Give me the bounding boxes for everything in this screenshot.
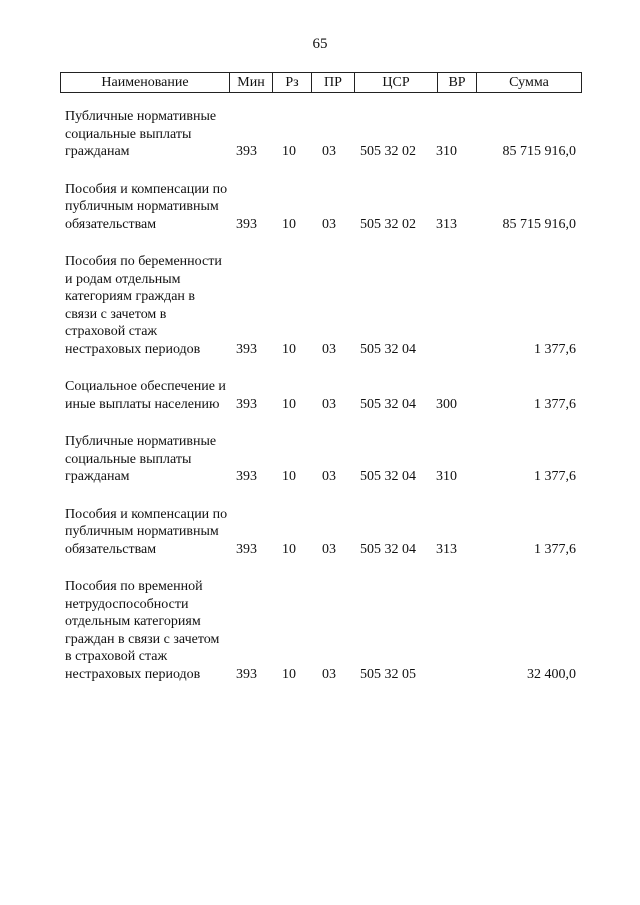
row-rz: 10 bbox=[282, 341, 296, 357]
row-rz: 10 bbox=[282, 541, 296, 557]
row-min: 393 bbox=[236, 469, 257, 484]
header-pr: ПР bbox=[311, 73, 354, 92]
table-row bbox=[60, 181, 580, 234]
page-number: 65 bbox=[312, 36, 328, 52]
row-rz: 10 bbox=[282, 469, 296, 484]
row-name: Публичные нормативные социальные выплаты гражданам bbox=[65, 109, 217, 159]
row-values bbox=[60, 395, 580, 413]
row-pr: 03 bbox=[322, 396, 336, 412]
row-min: 393 bbox=[236, 144, 257, 159]
row-sum: 1 377,6 bbox=[534, 341, 576, 357]
row-csr: 505 32 04 bbox=[360, 341, 416, 357]
row-name: Публичные нормативные социальные выплаты гражданам bbox=[65, 434, 217, 484]
row-csr: 505 32 04 bbox=[360, 469, 416, 484]
header-csr: ЦСР bbox=[354, 73, 437, 92]
table-body bbox=[60, 108, 580, 703]
row-vr: 313 bbox=[436, 541, 457, 557]
row-rz: 10 bbox=[282, 216, 296, 232]
row-pr: 03 bbox=[322, 469, 336, 484]
header-vr: ВР bbox=[437, 73, 476, 92]
table-row bbox=[60, 433, 580, 486]
row-min: 393 bbox=[236, 396, 257, 412]
row-sum: 1 377,6 bbox=[534, 469, 576, 484]
header-min: Мин bbox=[229, 73, 272, 92]
row-values bbox=[60, 143, 580, 161]
row-name: Пособия и компенсации по публичным нормативным обязательствам bbox=[65, 181, 228, 232]
row-name: Пособия и компенсации по публичным нормативным обязательствам bbox=[65, 506, 228, 557]
row-values bbox=[60, 665, 580, 683]
row-pr: 03 bbox=[322, 666, 336, 682]
row-sum: 85 715 916,0 bbox=[502, 144, 576, 159]
table-row bbox=[60, 578, 580, 683]
table-row bbox=[60, 253, 580, 358]
row-name: Социальное обеспечение и иные выплаты населению bbox=[65, 379, 226, 412]
row-sum: 1 377,6 bbox=[534, 396, 576, 412]
row-values bbox=[60, 468, 580, 486]
row-csr: 505 32 02 bbox=[360, 144, 416, 159]
row-values bbox=[60, 540, 580, 558]
row-pr: 03 bbox=[322, 216, 336, 232]
row-pr: 03 bbox=[322, 144, 336, 159]
row-vr: 300 bbox=[436, 396, 457, 412]
row-sum: 32 400,0 bbox=[527, 666, 576, 682]
header-sum: Сумма bbox=[476, 73, 581, 92]
row-name: Пособия по временной нетрудоспособности отдельным категориям граждан в связи с зачетом в страховой стаж нестраховых периодов bbox=[65, 579, 220, 682]
row-csr: 505 32 05 bbox=[360, 666, 416, 682]
table-header bbox=[60, 72, 582, 93]
row-min: 393 bbox=[236, 541, 257, 557]
row-name: Пособия по беременности и родам отдельным категориям граждан в связи с зачетом в страховой стаж нестраховых периодов bbox=[65, 254, 222, 357]
header-name: Наименование bbox=[101, 74, 189, 90]
row-vr: 313 bbox=[436, 216, 457, 232]
row-sum: 1 377,6 bbox=[534, 541, 576, 557]
table-row bbox=[60, 378, 580, 413]
row-csr: 505 32 04 bbox=[360, 541, 416, 557]
row-min: 393 bbox=[236, 216, 257, 232]
row-rz: 10 bbox=[282, 666, 296, 682]
row-pr: 03 bbox=[322, 541, 336, 557]
row-vr: 310 bbox=[436, 469, 457, 484]
row-min: 393 bbox=[236, 666, 257, 682]
row-vr: 310 bbox=[436, 144, 457, 159]
row-csr: 505 32 02 bbox=[360, 216, 416, 232]
row-pr: 03 bbox=[322, 341, 336, 357]
row-rz: 10 bbox=[282, 396, 296, 412]
row-sum: 85 715 916,0 bbox=[502, 216, 576, 232]
table-row bbox=[60, 108, 580, 161]
row-values bbox=[60, 215, 580, 233]
header-rz: Рз bbox=[272, 73, 311, 92]
row-rz: 10 bbox=[282, 144, 296, 159]
row-values bbox=[60, 340, 580, 358]
row-csr: 505 32 04 bbox=[360, 396, 416, 412]
row-min: 393 bbox=[236, 341, 257, 357]
table-row bbox=[60, 506, 580, 559]
